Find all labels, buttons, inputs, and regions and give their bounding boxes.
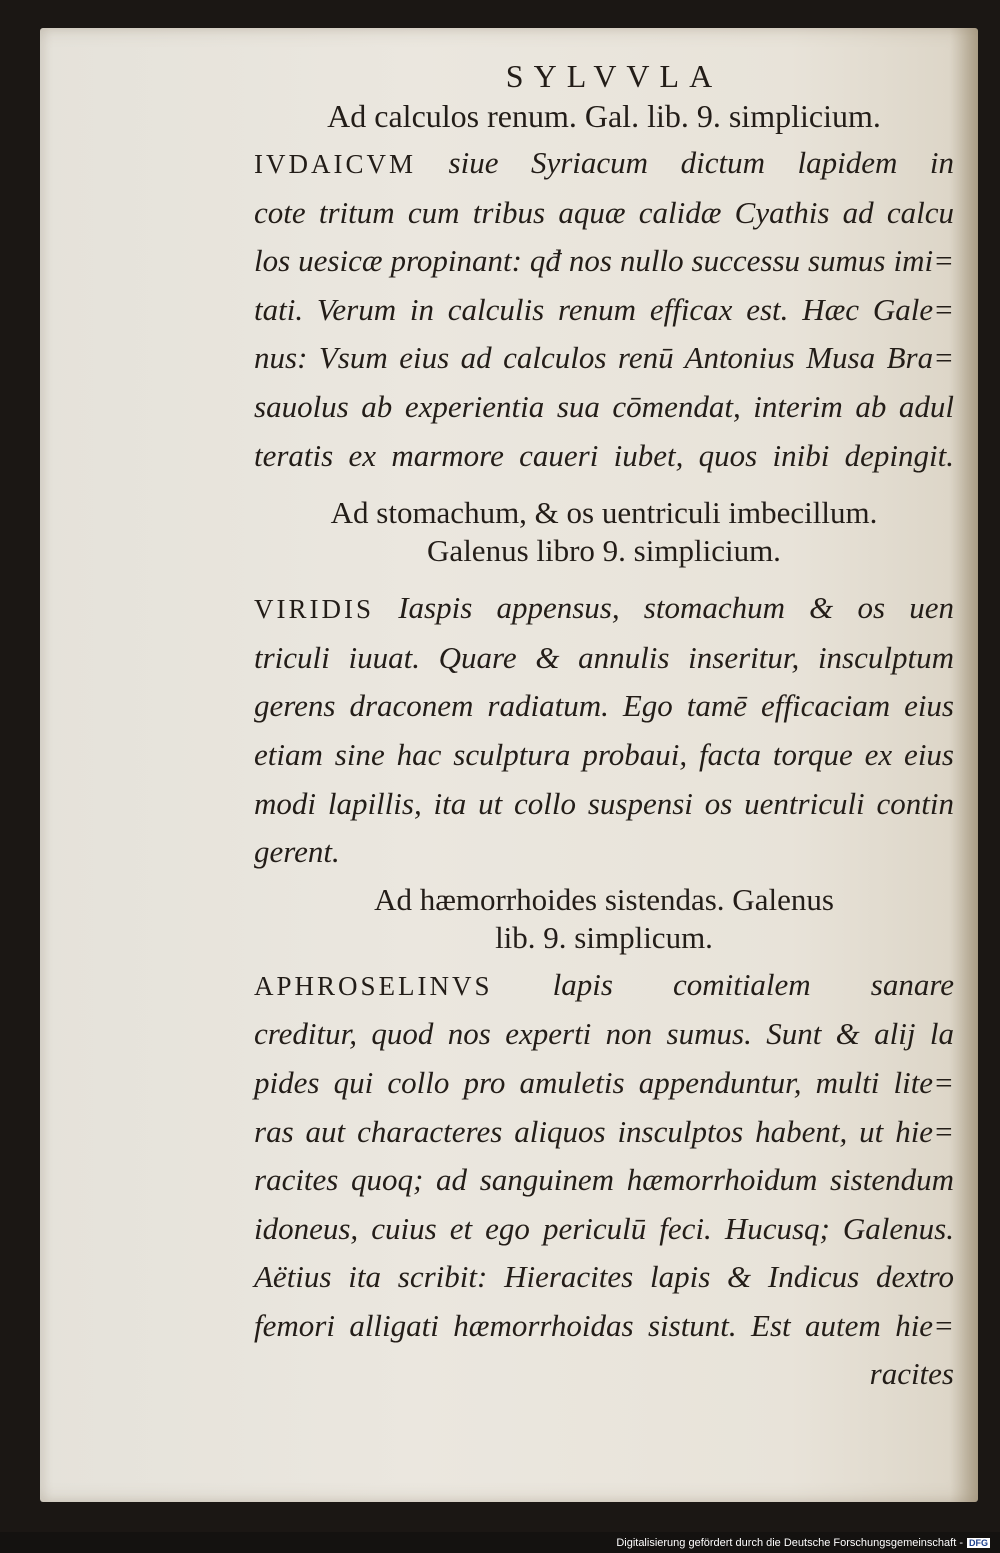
text-line: teratis ex marmore caueri iubet, quos inibi depingit. [254,437,954,473]
text-line: ras aut characteres aliquos insculptos habent, ut hie= [254,1113,954,1149]
catchword: racites [869,1356,954,1392]
text-line: APHROSELINVS lapis comitialem sanare [254,966,954,1002]
section-stomach [254,494,954,877]
footer-text: Digitalisierung gefördert durch die Deutsche Forschungsgemeinschaft - [616,1537,963,1549]
text-line: nus: Vsum eius ad calculos renū Antonius Musa Bra= [254,340,954,376]
text-line: Aëtius ita scribit: Hieracites lapis & Indicus dextro [254,1259,954,1295]
text-line: VIRIDIS Iaspis appensus, stomachum & os uen [254,590,954,626]
section-heading: Ad stomachum, & os uentriculi imbecillum. [330,495,878,531]
page-text [254,58,954,1399]
text-line: etiam sine hac sculptura probaui, facta torque ex eius [254,736,954,772]
text-line: creditur, quod nos experti non sumus. Sunt & alij la [254,1016,954,1052]
text-line: IVDAICVM siue Syriacum dictum lapidem in [254,145,954,180]
text-line: gerent. [254,834,340,870]
text-line: cote tritum cum tribus aquæ calidæ Cyathis ad calcu [254,194,954,230]
text-line: femori alligati hæmorrhoidas sistunt. Est autem hie= [254,1307,954,1343]
dfg-logo-icon: DFG [969,1538,988,1549]
text-line: sauolus ab experientia sua cōmendat, interim ab adul [254,388,954,424]
section-heading: Ad hæmorrhoides sistendas. Galenus [374,881,834,917]
section-heading: lib. 9. simplicum. [495,919,713,955]
section-heading: Galenus libro 9. simplicium. [427,533,781,569]
lead-word: IVDAICVM [254,149,416,179]
section-haemorrhoids [254,881,954,1399]
running-head: SYLVVLA [505,58,723,94]
book-page [40,28,978,1502]
text-line: los uesicæ propinant: qđ nos nullo successu sumus imi= [254,243,954,279]
text-line: modi lapillis, ita ut collo suspensi os uentriculi contin [254,785,954,821]
text-line: gerens draconem radiatum. Ego tamē efficaciam eius [254,688,954,724]
section-calculi [254,97,954,480]
text-line: triculi iuuat. Quare & annulis inseritur, insculptum [254,639,954,675]
section-heading: Ad calculos renum. Gal. lib. 9. simplicium. [327,98,881,134]
lead-word: APHROSELINVS [254,970,493,1001]
text-line: tati. Verum in calculis renum efficax est. Hæc Gale= [254,291,954,327]
text-line: idoneus, cuius et ego periculū feci. Hucusq; Galenus. [254,1210,954,1246]
digitization-footer [616,1537,990,1549]
text-line: pides qui collo pro amuletis appenduntur, multi lite= [254,1064,954,1100]
text-line: racites quoq; ad sanguinem hæmorrhoidum sistendum [254,1162,954,1198]
lead-word: VIRIDIS [254,594,374,625]
